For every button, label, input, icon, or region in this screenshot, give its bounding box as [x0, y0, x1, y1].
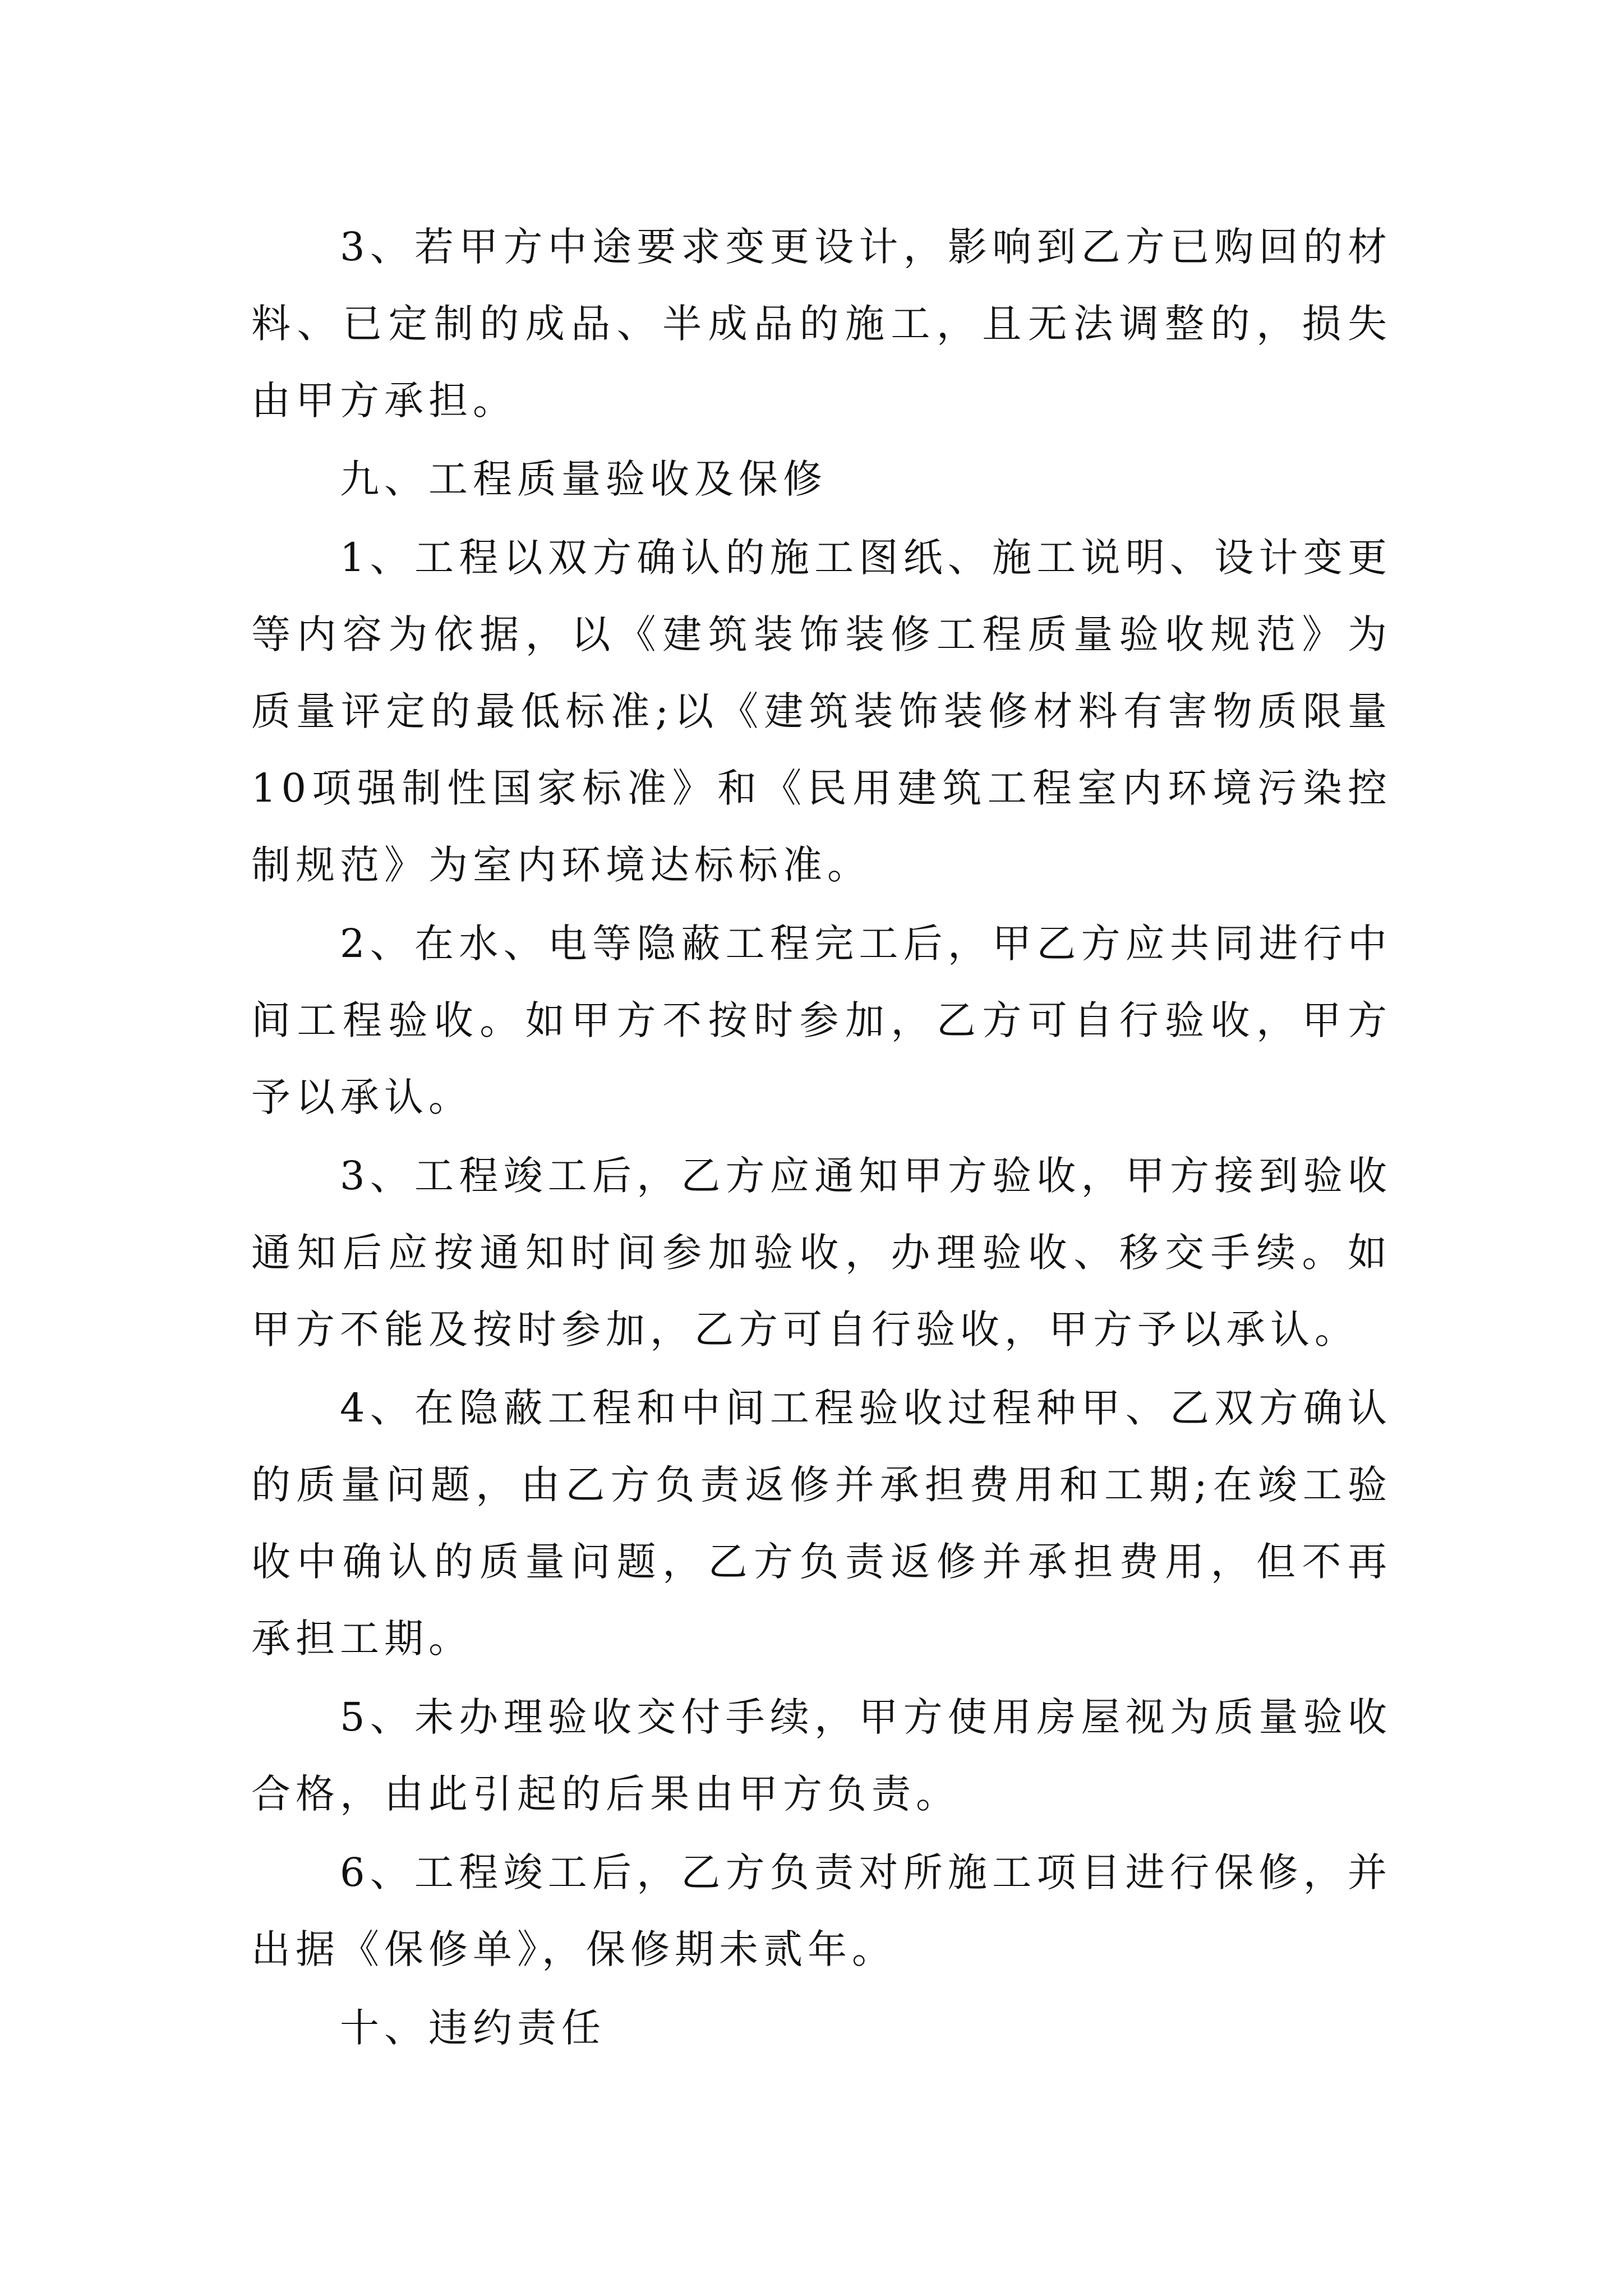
- section-heading-10: 十、违约责任: [340, 2005, 606, 2051]
- paragraph-clause-9-6: 6、工程竣工后，乙方负责对所施工项目进行保修，并出据《保修单》，保修期未贰年。: [251, 1849, 1392, 1972]
- section-heading-9: 九、工程质量验收及保修: [340, 456, 827, 502]
- paragraph-clause-8-3: 3、若甲方中途要求变更设计，影响到乙方已购回的材料、已定制的成品、半成品的施工，且无法调整的，损失由甲方承担。: [251, 224, 1392, 424]
- paragraph-clause-9-4: 4、在隐蔽工程和中间工程验收过程种甲、乙双方确认的质量问题，由乙方负责返修并承担费用和工期;在竣工验收中确认的质量问题，乙方负责返修并承担费用，但不再承担工期。: [251, 1385, 1392, 1662]
- paragraph-clause-9-3: 3、工程竣工后，乙方应通知甲方验收，甲方接到验收通知后应按通知时间参加验收，办理验收、移交手续。如甲方不能及按时参加，乙方可自行验收，甲方予以承认。: [251, 1153, 1392, 1352]
- paragraph-clause-9-2: 2、在水、电等隐蔽工程完工后，甲乙方应共同进行中间工程验收。如甲方不按时参加，乙方可自行验收，甲方予以承认。: [251, 921, 1392, 1120]
- document-body: [251, 209, 1392, 2067]
- paragraph-clause-9-5: 5、未办理验收交付手续，甲方使用房屋视为质量验收合格，由此引起的后果由甲方负责。: [251, 1694, 1392, 1817]
- paragraph-clause-9-1: 1、工程以双方确认的施工图纸、施工说明、设计变更等内容为依据，以《建筑装饰装修工程质量验收规范》为质量评定的最低标准;以《建筑装饰装修材料有害物质限量10项强制性国家标准》和《民用建筑工程室内环境污染控制规范》为室内环境达标标准。: [251, 535, 1392, 888]
